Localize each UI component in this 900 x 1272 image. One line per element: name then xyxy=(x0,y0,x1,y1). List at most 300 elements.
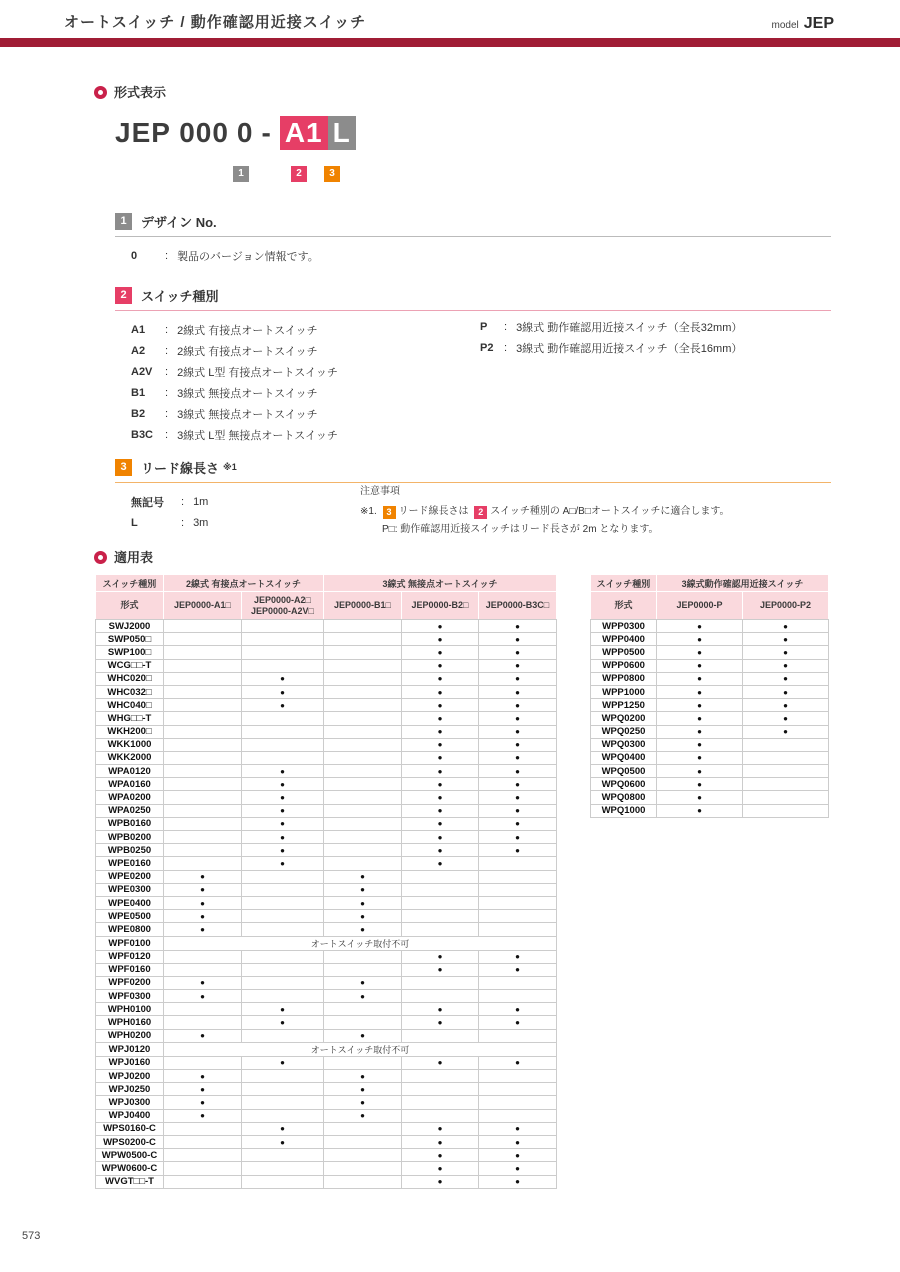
model-cell: WCG□□-T xyxy=(96,659,164,672)
model-cell: WKK1000 xyxy=(96,738,164,751)
dot-cell xyxy=(402,896,479,909)
table-row xyxy=(96,910,557,923)
dot-cell xyxy=(324,699,402,712)
dot-cell xyxy=(324,817,402,830)
dot-cell: ● xyxy=(402,751,479,764)
table-row xyxy=(96,685,557,698)
dot-cell: ● xyxy=(402,1122,479,1135)
dot-cell: ● xyxy=(479,844,557,857)
model-cell: WKK2000 xyxy=(96,751,164,764)
dot-cell: ● xyxy=(164,990,242,1003)
dot-cell: ● xyxy=(242,1122,324,1135)
dot-cell: ● xyxy=(479,620,557,633)
dot-cell: ● xyxy=(324,1109,402,1122)
table-row xyxy=(591,620,829,633)
dot-cell: ● xyxy=(242,699,324,712)
table-row xyxy=(96,804,557,817)
dot-cell xyxy=(164,646,242,659)
dot-cell: ● xyxy=(402,712,479,725)
dot-cell: ● xyxy=(479,778,557,791)
model-cell: WPE0160 xyxy=(96,857,164,870)
dot-cell: ● xyxy=(242,804,324,817)
model-cell: WPE0300 xyxy=(96,883,164,896)
dot-cell xyxy=(324,1122,402,1135)
table-row xyxy=(96,791,557,804)
dot-cell: ● xyxy=(479,1056,557,1069)
notes-heading: 注意事項 xyxy=(360,486,400,497)
model-cell: WPH0100 xyxy=(96,1003,164,1016)
dot-cell xyxy=(479,896,557,909)
model-cell: WPA0120 xyxy=(96,765,164,778)
table-row xyxy=(96,712,557,725)
dot-cell xyxy=(164,831,242,844)
section-design-no xyxy=(115,212,831,266)
dot-cell xyxy=(402,1096,479,1109)
dot-cell xyxy=(242,712,324,725)
table-row xyxy=(96,817,557,830)
lead-length-badge-icon: 3 xyxy=(383,506,396,519)
not-mountable-cell: オートスイッチ取付不可 xyxy=(164,1042,557,1056)
dot-cell xyxy=(479,883,557,896)
table-row xyxy=(96,963,557,976)
model-cell: WPP0600 xyxy=(591,659,657,672)
model-cell: WPP1000 xyxy=(591,685,657,698)
dot-cell: ● xyxy=(402,1056,479,1069)
dot-cell xyxy=(164,1016,242,1029)
table-row xyxy=(96,976,557,989)
table-row xyxy=(96,1175,557,1188)
section-3-header xyxy=(115,458,831,483)
table-row xyxy=(591,804,829,817)
model-cell: WPQ0400 xyxy=(591,751,657,764)
model-cell: WPQ0200 xyxy=(591,712,657,725)
dot-cell xyxy=(324,712,402,725)
model-cell: WPS0200-C xyxy=(96,1135,164,1148)
dot-cell: ● xyxy=(242,857,324,870)
dot-cell xyxy=(164,685,242,698)
dot-cell xyxy=(479,857,557,870)
dot-cell: ● xyxy=(164,896,242,909)
dot-cell xyxy=(164,817,242,830)
table-row xyxy=(96,923,557,936)
model-cell: SWJ2000 xyxy=(96,620,164,633)
dot-cell xyxy=(402,883,479,896)
model-cell: WPP1250 xyxy=(591,699,657,712)
model-cell: WPF0200 xyxy=(96,976,164,989)
dot-cell: ● xyxy=(743,725,829,738)
dot-cell: ● xyxy=(743,699,829,712)
table-row xyxy=(96,1122,557,1135)
table-row xyxy=(96,738,557,751)
dot-cell: ● xyxy=(324,896,402,909)
model-cell: WPA0200 xyxy=(96,791,164,804)
dot-cell xyxy=(324,804,402,817)
section-1-header xyxy=(115,212,831,237)
dot-cell: ● xyxy=(479,804,557,817)
dot-cell: ● xyxy=(242,1056,324,1069)
dot-cell xyxy=(164,751,242,764)
table-row xyxy=(591,633,829,646)
model-cell: WPW0500-C xyxy=(96,1149,164,1162)
section-bullet-icon xyxy=(94,551,107,564)
dot-cell: ● xyxy=(479,1135,557,1148)
column-header-cell: JEP0000-B1□ xyxy=(324,592,402,620)
table-row xyxy=(96,1042,557,1056)
dot-cell: ● xyxy=(479,950,557,963)
section-2-right-items xyxy=(480,316,742,358)
model-cell: SWP050□ xyxy=(96,633,164,646)
dot-cell: ● xyxy=(657,620,743,633)
list-item: L : 3m xyxy=(131,516,209,529)
dot-cell: ● xyxy=(402,950,479,963)
switch-type-header-cell: スイッチ種別 xyxy=(591,575,657,592)
list-item: 0 : 製品のバージョン情報です。 xyxy=(131,249,319,263)
dot-cell xyxy=(164,950,242,963)
list-item: B2 : 3線式 無接点オートスイッチ xyxy=(131,407,318,421)
list-item: B3C : 3線式 L型 無接点オートスイッチ xyxy=(131,428,338,442)
dot-cell: ● xyxy=(402,1149,479,1162)
dot-cell: ● xyxy=(479,1175,557,1188)
dot-cell: ● xyxy=(242,831,324,844)
dot-cell xyxy=(324,1175,402,1188)
dot-cell: ● xyxy=(164,883,242,896)
list-item: A2 : 2線式 有接点オートスイッチ xyxy=(131,344,318,358)
dot-cell: ● xyxy=(743,712,829,725)
dot-cell: ● xyxy=(324,870,402,883)
table-row xyxy=(96,751,557,764)
dot-cell xyxy=(164,844,242,857)
auto-switch-application-table xyxy=(95,574,557,1189)
dot-cell xyxy=(402,923,479,936)
dot-cell: ● xyxy=(164,1029,242,1042)
list-item: A2V : 2線式 L型 有接点オートスイッチ xyxy=(131,365,338,379)
model-cell: WPA0160 xyxy=(96,778,164,791)
dot-cell xyxy=(242,725,324,738)
table-row xyxy=(591,751,829,764)
dot-cell xyxy=(324,963,402,976)
table-row xyxy=(96,831,557,844)
dot-cell xyxy=(743,751,829,764)
dot-cell xyxy=(164,1149,242,1162)
table-row xyxy=(591,699,829,712)
model-cell: WPJ0200 xyxy=(96,1070,164,1083)
dot-cell: ● xyxy=(479,831,557,844)
table-row xyxy=(96,883,557,896)
table-row xyxy=(591,712,829,725)
dot-cell: ● xyxy=(324,1029,402,1042)
column-header-cell: JEP0000-B3C□ xyxy=(479,592,557,620)
dot-cell: ● xyxy=(242,817,324,830)
dot-cell xyxy=(479,990,557,1003)
model-cell: WPQ0500 xyxy=(591,765,657,778)
dot-cell xyxy=(324,778,402,791)
list-item: B1 : 3線式 無接点オートスイッチ xyxy=(131,386,318,400)
dot-cell xyxy=(402,1083,479,1096)
dot-cell: ● xyxy=(402,857,479,870)
dot-cell: ● xyxy=(743,633,829,646)
application-table-heading: 適用表 xyxy=(94,547,153,567)
switch-type-badge-icon: 2 xyxy=(474,506,487,519)
dot-cell: ● xyxy=(242,672,324,685)
dot-cell: ● xyxy=(324,910,402,923)
dot-cell: ● xyxy=(402,817,479,830)
dot-cell xyxy=(324,672,402,685)
note-line-2: P□: 動作確認用近接スイッチはリード長さが 2m となります。 xyxy=(382,524,659,535)
dot-cell xyxy=(242,976,324,989)
dot-cell xyxy=(242,883,324,896)
dot-cell xyxy=(402,1029,479,1042)
dot-cell: ● xyxy=(164,1083,242,1096)
dot-cell xyxy=(242,1162,324,1175)
dot-cell: ● xyxy=(479,751,557,764)
dot-cell: ● xyxy=(479,672,557,685)
dot-cell xyxy=(242,620,324,633)
model-code-base: JEP 000 xyxy=(115,117,229,148)
dot-cell: ● xyxy=(743,685,829,698)
lead-length-code-box: L xyxy=(328,116,356,150)
dot-cell xyxy=(402,1109,479,1122)
model-cell: WHC040□ xyxy=(96,699,164,712)
model-header-cell: 形式 xyxy=(96,592,164,620)
dot-cell xyxy=(164,712,242,725)
dot-cell: ● xyxy=(479,1149,557,1162)
dot-cell: ● xyxy=(657,791,743,804)
dot-cell xyxy=(402,910,479,923)
table-row xyxy=(96,659,557,672)
model-cell: WPF0160 xyxy=(96,963,164,976)
dot-cell: ● xyxy=(657,659,743,672)
dot-cell: ● xyxy=(164,976,242,989)
dot-cell: ● xyxy=(657,646,743,659)
dot-cell xyxy=(324,765,402,778)
dot-cell: ● xyxy=(324,976,402,989)
dot-cell xyxy=(743,738,829,751)
dot-cell: ● xyxy=(402,963,479,976)
dot-cell xyxy=(324,1003,402,1016)
model-cell: WPQ1000 xyxy=(591,804,657,817)
dot-cell: ● xyxy=(242,778,324,791)
model-cell: WVGT□□-T xyxy=(96,1175,164,1188)
dot-cell xyxy=(479,923,557,936)
dot-cell: ● xyxy=(324,883,402,896)
dot-cell: ● xyxy=(402,672,479,685)
table-row xyxy=(591,659,829,672)
table-row xyxy=(96,870,557,883)
dot-cell: ● xyxy=(479,765,557,778)
model-code-design: 0 xyxy=(236,117,254,148)
dot-cell: ● xyxy=(402,699,479,712)
model-cell: WPQ0600 xyxy=(591,778,657,791)
table-row xyxy=(591,791,829,804)
dot-cell xyxy=(164,857,242,870)
dot-cell xyxy=(242,870,324,883)
dot-cell xyxy=(324,1056,402,1069)
dot-cell xyxy=(324,659,402,672)
section-3-title-note: ※1 xyxy=(223,462,237,472)
dot-cell: ● xyxy=(479,738,557,751)
model-cell: WPJ0160 xyxy=(96,1056,164,1069)
table-row xyxy=(96,765,557,778)
dot-cell xyxy=(479,910,557,923)
model-cell: WKH200□ xyxy=(96,725,164,738)
dot-cell xyxy=(324,620,402,633)
column-header-cell: JEP0000-A1□ xyxy=(164,592,242,620)
table-row xyxy=(96,1096,557,1109)
section-switch-type xyxy=(115,286,831,445)
group-header-row xyxy=(591,575,829,592)
section-3-number-box: 3 xyxy=(115,459,132,476)
section-2-header xyxy=(115,286,831,311)
dot-cell xyxy=(743,804,829,817)
dot-cell: ● xyxy=(479,1003,557,1016)
group-header-cell: 3線式 無接点オートスイッチ xyxy=(324,575,557,592)
model-cell: WPP0500 xyxy=(591,646,657,659)
dot-cell xyxy=(324,857,402,870)
dot-cell: ● xyxy=(402,778,479,791)
model-cell: WPJ0250 xyxy=(96,1083,164,1096)
dot-cell: ● xyxy=(479,1122,557,1135)
model-cell: WPE0200 xyxy=(96,870,164,883)
table-row xyxy=(96,1149,557,1162)
note-line-1: ※1. 3 リード線長さは 2 スイッチ種別の A□/B□オートスイッチに適合します。 xyxy=(360,506,730,517)
model-value: JEP xyxy=(803,15,834,32)
dot-cell: ● xyxy=(657,672,743,685)
not-mountable-cell: オートスイッチ取付不可 xyxy=(164,936,557,950)
column-header-cell: JEP0000-P2 xyxy=(743,592,829,620)
dot-cell xyxy=(743,765,829,778)
dot-cell: ● xyxy=(657,738,743,751)
dot-cell xyxy=(164,791,242,804)
dot-cell xyxy=(479,1083,557,1096)
dot-cell: ● xyxy=(242,685,324,698)
table-row xyxy=(591,646,829,659)
model-cell: WPB0250 xyxy=(96,844,164,857)
switch-type-code-box: A1 xyxy=(280,116,328,150)
dot-cell: ● xyxy=(657,633,743,646)
table-row xyxy=(591,738,829,751)
dot-cell xyxy=(324,738,402,751)
model-cell: WPB0200 xyxy=(96,831,164,844)
table-row xyxy=(96,1109,557,1122)
table-body xyxy=(591,620,829,818)
model-cell: SWP100□ xyxy=(96,646,164,659)
table-row xyxy=(591,765,829,778)
dot-cell: ● xyxy=(402,1162,479,1175)
model-number-display xyxy=(115,116,356,150)
table-row xyxy=(96,646,557,659)
column-header-cell: JEP0000-B2□ xyxy=(402,592,479,620)
dot-cell: ● xyxy=(402,685,479,698)
dot-cell: ● xyxy=(657,765,743,778)
table-row xyxy=(96,950,557,963)
dot-cell: ● xyxy=(242,765,324,778)
dot-cell xyxy=(402,870,479,883)
dot-cell: ● xyxy=(402,791,479,804)
dot-cell xyxy=(242,659,324,672)
dot-cell: ● xyxy=(479,633,557,646)
model-cell: WHC020□ xyxy=(96,672,164,685)
dot-cell: ● xyxy=(402,633,479,646)
dot-cell xyxy=(242,963,324,976)
dot-cell: ● xyxy=(479,659,557,672)
dot-cell xyxy=(479,1109,557,1122)
section-1-number-box: 1 xyxy=(115,213,132,230)
dot-cell: ● xyxy=(402,1003,479,1016)
dot-cell: ● xyxy=(402,659,479,672)
dot-cell: ● xyxy=(479,725,557,738)
list-item: A1 : 2線式 有接点オートスイッチ xyxy=(131,323,318,337)
dot-cell xyxy=(242,633,324,646)
dot-cell xyxy=(164,620,242,633)
column-header-cell: JEP0000-P xyxy=(657,592,743,620)
page-number: 573 xyxy=(22,1230,41,1242)
table-row xyxy=(96,1083,557,1096)
dot-cell xyxy=(242,1109,324,1122)
dot-cell xyxy=(242,646,324,659)
dot-cell: ● xyxy=(657,712,743,725)
dot-cell xyxy=(479,976,557,989)
marker-1: 1 xyxy=(233,166,249,182)
dot-cell: ● xyxy=(164,923,242,936)
dot-cell xyxy=(324,725,402,738)
table-row xyxy=(591,685,829,698)
model-cell: WPP0400 xyxy=(591,633,657,646)
dot-cell xyxy=(164,1003,242,1016)
model-code-boxes xyxy=(280,116,356,150)
model-code-dash: - xyxy=(261,117,272,148)
model-cell: WPH0200 xyxy=(96,1029,164,1042)
dot-cell xyxy=(324,751,402,764)
dot-cell xyxy=(164,1162,242,1175)
switch-type-header-cell: スイッチ種別 xyxy=(96,575,164,592)
list-item: 無記号 : 1m xyxy=(131,495,209,509)
dot-cell xyxy=(324,1016,402,1029)
dot-cell xyxy=(743,791,829,804)
table-row xyxy=(96,620,557,633)
table-row xyxy=(96,1070,557,1083)
page-title: オートスイッチ / 動作確認用近接スイッチ xyxy=(64,14,367,31)
model-header-cell: 形式 xyxy=(591,592,657,620)
caution-notes xyxy=(360,483,822,539)
dot-cell xyxy=(164,1056,242,1069)
model-cell: WPE0400 xyxy=(96,896,164,909)
dot-cell: ● xyxy=(657,685,743,698)
dot-cell xyxy=(324,1149,402,1162)
dot-cell: ● xyxy=(657,778,743,791)
table-head xyxy=(96,575,557,620)
dot-cell xyxy=(242,950,324,963)
dot-cell xyxy=(324,844,402,857)
dot-cell xyxy=(242,910,324,923)
marker-2: 2 xyxy=(291,166,307,182)
column-header-row xyxy=(96,592,557,620)
model-cell: WPE0800 xyxy=(96,923,164,936)
group-header-cell: 2線式 有接点オートスイッチ xyxy=(164,575,324,592)
dot-cell: ● xyxy=(324,1083,402,1096)
section-1-title: デザイン No. xyxy=(141,215,217,230)
dot-cell: ● xyxy=(657,725,743,738)
dot-cell xyxy=(164,765,242,778)
model-cell: WPB0160 xyxy=(96,817,164,830)
dot-cell xyxy=(242,1149,324,1162)
column-header-row xyxy=(591,592,829,620)
dot-cell xyxy=(402,990,479,1003)
section-1-items xyxy=(115,237,831,266)
model-cell: WPS0160-C xyxy=(96,1122,164,1135)
dot-cell xyxy=(164,804,242,817)
model-cell: WPQ0800 xyxy=(591,791,657,804)
model-cell: WPW0600-C xyxy=(96,1162,164,1175)
